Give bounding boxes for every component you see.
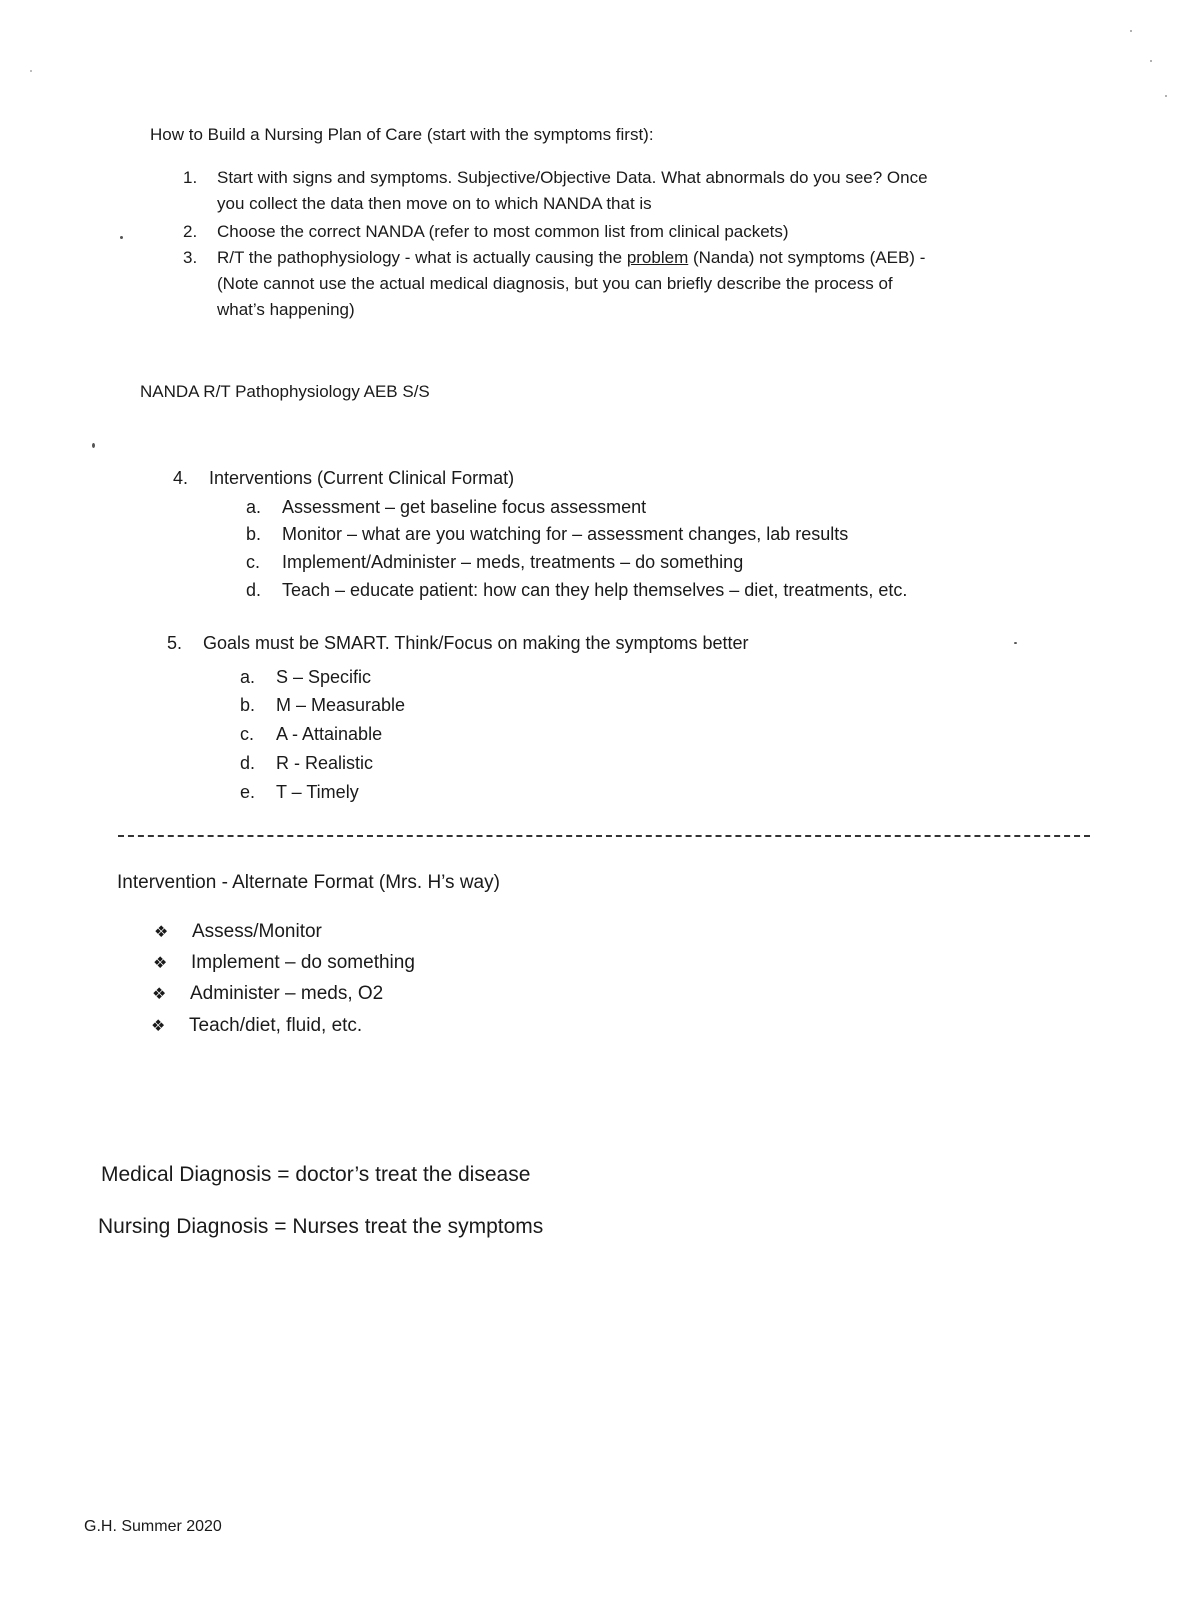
scan-speck [30, 70, 32, 72]
document-title: How to Build a Nursing Plan of Care (start with the symptoms first): [150, 125, 654, 144]
diamond-bullet-icon: ❖ [151, 1018, 166, 1035]
interventions-heading [173, 468, 514, 489]
alternate-format-heading: Intervention - Alternate Format (Mrs. H’s way) [117, 872, 500, 893]
diamond-bullet-icon: ❖ [152, 986, 167, 1003]
item-text: M – Measurable [276, 695, 406, 715]
interventions-title: Interventions (Current Clinical Format) [209, 468, 515, 488]
scan-speck [1130, 30, 1132, 32]
intervention-item [246, 521, 848, 547]
intervention-item [246, 494, 646, 520]
interventions-number: 4. [173, 468, 189, 488]
item-text: Assessment – get baseline focus assessment [282, 497, 647, 517]
goals-heading [167, 633, 749, 654]
item-letter: a. [246, 497, 262, 517]
goal-item [240, 750, 373, 776]
step-text-line-2: (Note cannot use the actual medical diagnosis, but you can briefly describe the process of [217, 274, 893, 293]
goal-item [240, 721, 382, 747]
section-divider [118, 835, 1090, 837]
medical-diagnosis-note: Medical Diagnosis = doctor’s treat the disease [101, 1163, 531, 1186]
goals-number: 5. [167, 633, 183, 653]
item-letter: c. [240, 724, 255, 744]
alternate-item [151, 1015, 362, 1037]
step-text-part: R/T the pathophysiology - what is actually causing the [217, 248, 627, 267]
nursing-diagnosis-note: Nursing Diagnosis = Nurses treat the symptoms [98, 1215, 544, 1238]
item-text: Teach – educate patient: how can they help themselves – diet, treatments, etc. [282, 580, 908, 600]
step-text-line-3: what’s happening) [217, 300, 355, 319]
scan-speck [92, 443, 95, 448]
scan-speck [1014, 642, 1017, 644]
underlined-word: problem [626, 248, 689, 267]
item-text: Assess/Monitor [192, 921, 322, 942]
step-number: 2. [183, 222, 198, 241]
alternate-item [152, 983, 383, 1005]
intervention-item [246, 549, 743, 575]
step-text: Choose the correct NANDA (refer to most common list from clinical packets) [217, 222, 789, 241]
item-text: Teach/diet, fluid, etc. [189, 1015, 363, 1036]
item-letter: d. [240, 753, 256, 773]
step-text-part: (Nanda) not symptoms (AEB) - [688, 248, 926, 267]
item-text: Administer – meds, O2 [190, 983, 384, 1004]
diamond-bullet-icon: ❖ [154, 924, 169, 941]
item-letter: c. [246, 552, 261, 572]
item-letter: e. [240, 782, 256, 802]
item-text: A - Attainable [276, 724, 383, 744]
item-letter: b. [240, 695, 256, 715]
item-text: Implement/Administer – meds, treatments – do something [282, 552, 744, 572]
step-text-line-2: you collect the data then move on to which NANDA that is [217, 194, 652, 213]
step-text: Start with signs and symptoms. Subjective/Objective Data. What abnormals do you see? Once [217, 168, 928, 187]
step-number: 1. [183, 168, 198, 187]
scan-speck [1165, 95, 1167, 97]
item-text: R - Realistic [276, 753, 374, 773]
step-number: 3. [183, 248, 198, 267]
scan-speck [1150, 60, 1152, 62]
intervention-item [246, 577, 907, 603]
goals-title: Goals must be SMART. Think/Focus on making the symptoms better [203, 633, 749, 653]
alternate-item [154, 921, 322, 943]
item-letter: d. [246, 580, 262, 600]
item-text: Implement – do something [191, 952, 415, 973]
item-text: Monitor – what are you watching for – assessment changes, lab results [282, 524, 849, 544]
diamond-bullet-icon: ❖ [153, 955, 168, 972]
nanda-formula: NANDA R/T Pathophysiology AEB S/S [140, 382, 430, 401]
item-letter: b. [246, 524, 262, 544]
goal-item [240, 692, 405, 718]
alternate-item [153, 952, 415, 974]
step-text [217, 245, 925, 271]
item-letter: a. [240, 667, 256, 687]
goal-item [240, 664, 371, 690]
goal-item [240, 779, 359, 805]
scan-speck [120, 236, 123, 239]
footer-note: G.H. Summer 2020 [84, 1518, 222, 1535]
item-text: T – Timely [276, 782, 359, 802]
item-text: S – Specific [276, 667, 372, 687]
